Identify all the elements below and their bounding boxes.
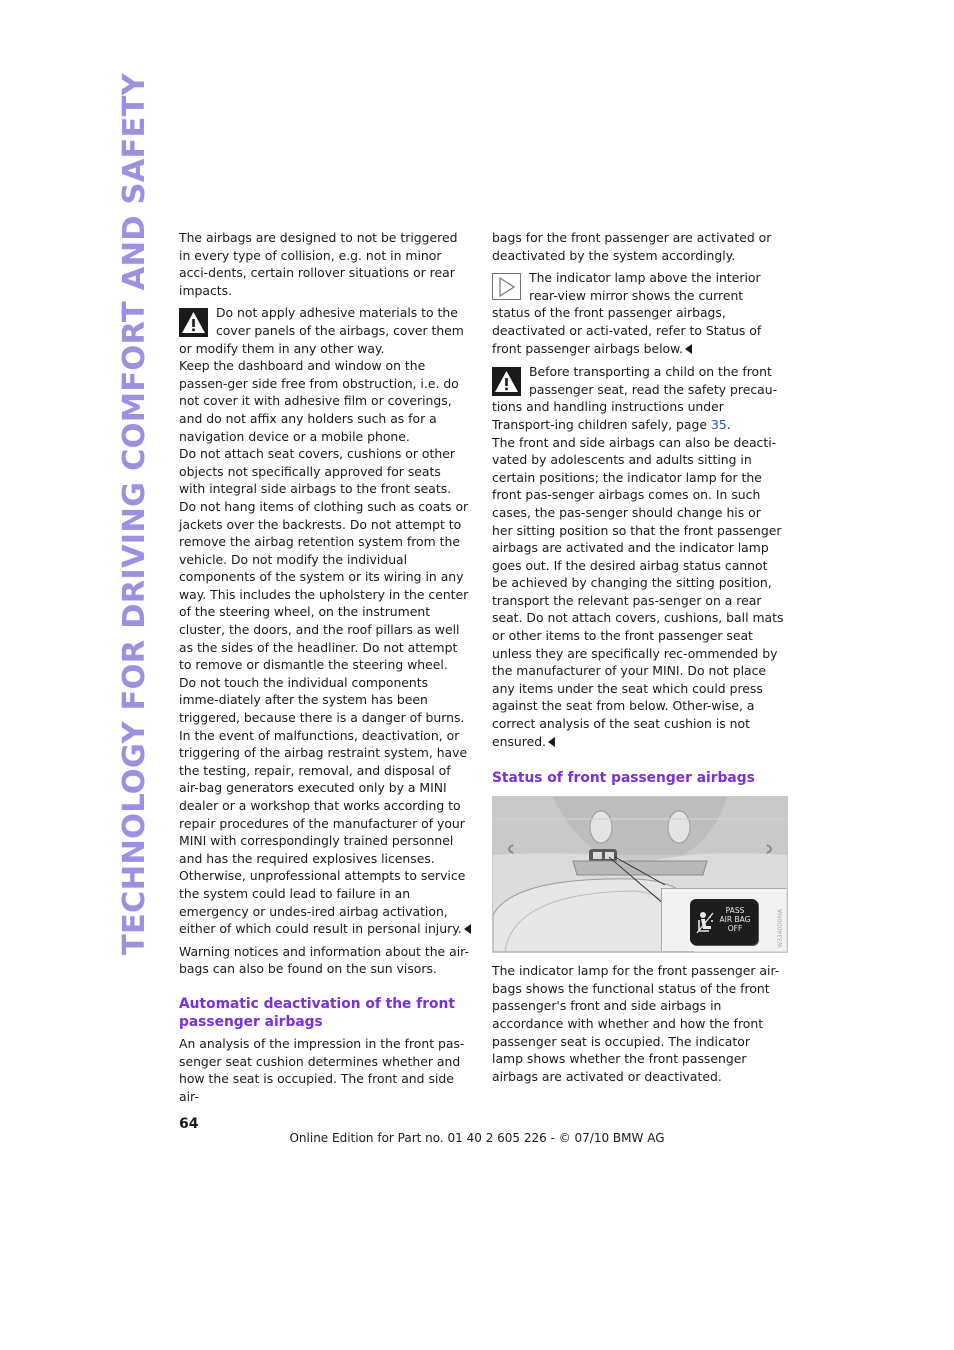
paragraph: Do not attach seat covers, cushions or other objects not specifically approved for seats with integral side airbags to the front seats. Do not hang items of clothing such as coats or jackets over the backrests. Do not attempt to remove the airbag retention system from the vehicle. Do not modify the individual components of the system or its wiring in any way. This includes the upholstery in the center of the steering wheel, on the instrument cluster, the doors, and the roof pillars as well as the sides of the headliner. Do not attempt to remove or dismantle the steering wheel. <box>179 446 469 673</box>
paragraph <box>179 727 471 938</box>
left-column <box>179 229 471 1105</box>
paragraph <box>492 434 784 751</box>
passenger-airbag-off-lamp <box>690 899 758 945</box>
indicator-lamp-figure <box>492 796 788 953</box>
end-of-note-icon <box>685 344 692 354</box>
play-arrow-icon <box>492 273 521 300</box>
paragraph: The indicator lamp for the front passenger air-bags shows the functional status of the front passenger's front and side airbags in accordance with whether and how the front passenger seat is occupied. The indicator lamp shows whether the front passenger airbags are activated or deactivated. <box>492 963 780 1084</box>
paragraph: Warning notices and information about the air-bags can also be found on the sun visors. <box>179 943 469 977</box>
paragraph-text: In the event of malfunctions, deactivation, or triggering of the airbag restraint system, have the testing, repair, removal, and disposal of air-bag generators executed only by a MINI dealer or a workshop that works according to repair procedures of the manufacturer of your MINI with correspondingly trained personnel and has the required explosives licenses. Otherwise, unprofessional attempts to service the system could lead to failure in an emergency or undes-ired airbag activation, either of which could result in personal injury. <box>179 727 468 937</box>
warning-note <box>492 363 784 433</box>
right-column <box>492 229 784 1085</box>
page-number: 64 <box>179 1116 199 1132</box>
paragraph: An analysis of the impression in the front pas-senger seat cushion determines whether and how the seat is occupied. The front and side air- <box>179 1035 465 1104</box>
warning-text-body: Before transporting a child on the front passenger seat, read the safety precau-tions and handling instructions under Transport-ing children safely, page <box>492 364 778 432</box>
warning-icon <box>179 308 208 337</box>
info-icon-box <box>492 273 521 302</box>
seated-passenger-icon <box>695 911 715 935</box>
paragraph: Keep the dashboard and window on the passen-ger side free from obstruction, i.e. do not cover it with adhesive film or coverings, and do not affix any holders such as for a navigation device or a mobile phone. <box>179 358 459 444</box>
page-link[interactable]: 35 <box>710 416 727 432</box>
footer: Online Edition for Part no. 01 40 2 605 226 - © 07/10 BMW AG <box>289 1131 665 1145</box>
info-text-body: The indicator lamp above the interior rear-view mirror shows the current status of the front passenger airbags, deactivated or acti-vated, refer to Status of front passenger airbags below. <box>492 270 762 356</box>
warning-text <box>492 363 784 433</box>
section-side-title: TECHNOLOGY FOR DRIVING COMFORT AND SAFETY <box>117 73 152 955</box>
indicator-lamp-inset <box>661 888 786 951</box>
info-note <box>492 269 784 357</box>
paragraph: bags for the front passenger are activated or deactivated by the system accordingly. <box>492 230 772 263</box>
info-text <box>492 269 784 357</box>
figure-code: W3340D0MA <box>777 909 784 949</box>
section-heading: Status of front passenger airbags <box>492 770 755 787</box>
end-of-note-icon <box>548 737 555 747</box>
paragraph: The airbags are designed to not be triggered in every type of collision, e.g. not in minor acci-dents, certain rollover situations or rear impacts. <box>179 230 458 298</box>
lamp-label <box>714 906 756 933</box>
warning-note <box>179 304 471 357</box>
warning-icon-box <box>492 367 521 396</box>
lamp-label-line: OFF <box>727 924 743 934</box>
lamp-label-line: PASS <box>725 906 745 916</box>
warning-icon-box <box>179 308 208 337</box>
warning-icon <box>492 367 521 396</box>
paragraph-text: The front and side airbags can also be deacti-vated by adolescents and adults sitting in certain positions; the indicator lamp for the front pas-senger airbags comes on. In such cases, the pas-senger should change his or her sitting position so that the front passenger airbags are activated and the indicator lamp goes out. If the desired airbag status cannot be achieved by changing the sitting position, transport the relevant pas-senger on a rear seat. Do not attach covers, cushions, ball mats or other items to the front passenger seat unless they are specifically rec-ommended by the manufacturer of your MINI. Do not place any items under the seat which could press against the seat from below. Other-wise, a correct analysis of the seat cushion is not ensured. <box>492 434 784 749</box>
end-of-note-icon <box>464 924 471 934</box>
lamp-label-line: AIR BAG <box>719 915 751 925</box>
paragraph: Do not touch the individual components imme-diately after the system has been triggered, because there is a danger of burns. <box>179 674 465 726</box>
section-heading: Automatic deactivation of the front passenger airbags <box>179 995 455 1030</box>
warning-text: Do not apply adhesive materials to the cover panels of the airbags, cover them or modify them in any other way. <box>179 305 464 356</box>
warning-text-end: . <box>726 416 731 432</box>
